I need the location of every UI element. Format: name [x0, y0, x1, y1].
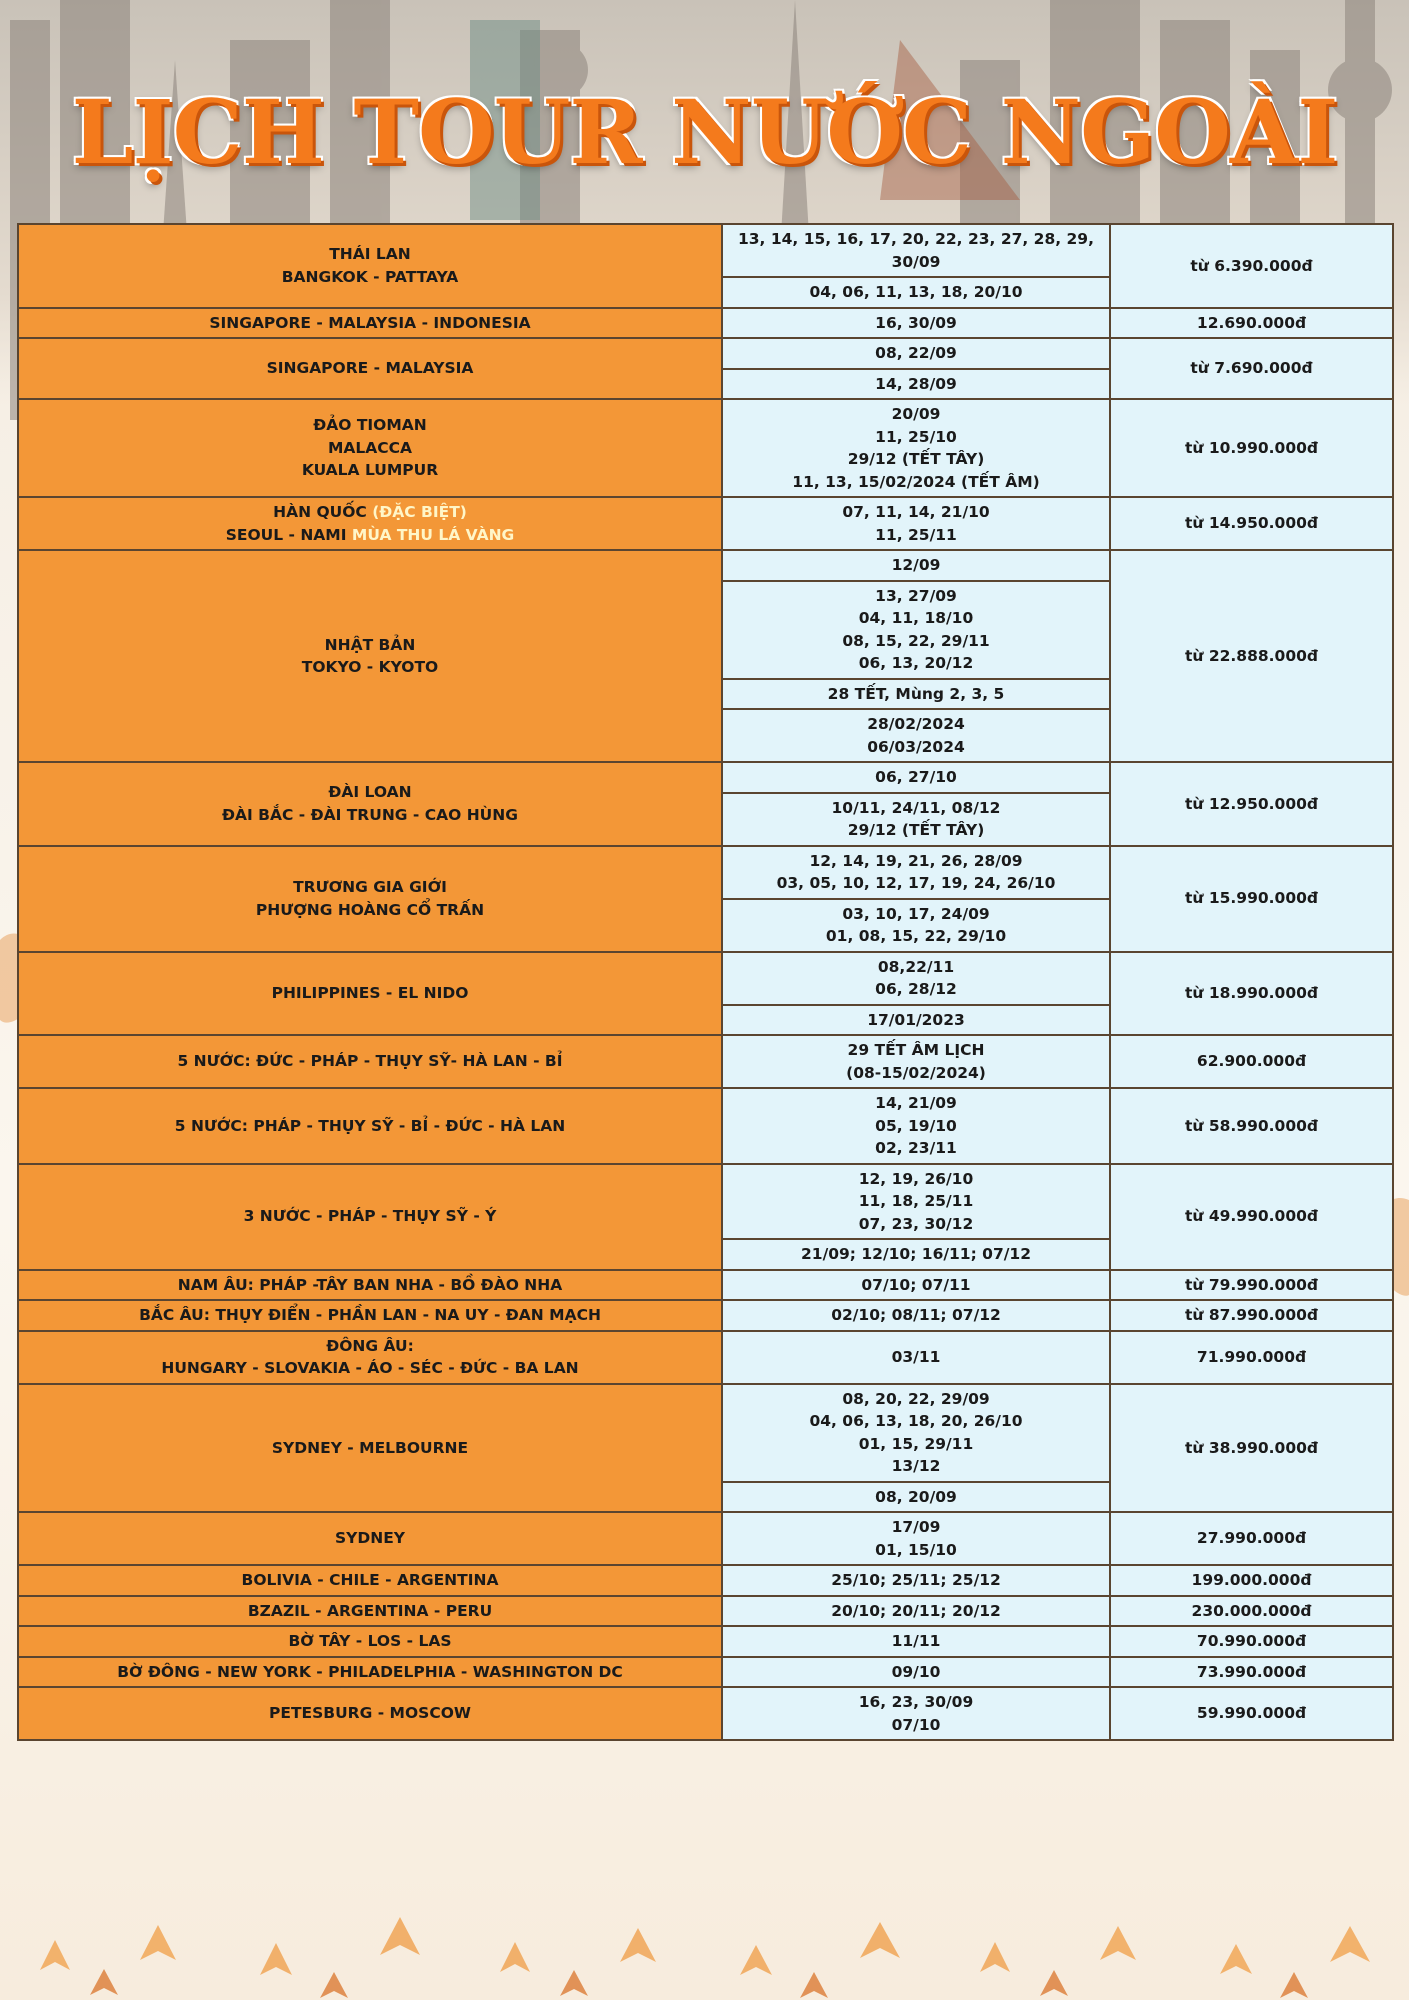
- tour-destination: [18, 1088, 722, 1164]
- tour-destination: [18, 224, 722, 308]
- departure-dates: [722, 550, 1110, 581]
- date-line: 12/09: [891, 556, 941, 574]
- destination-highlight: MÙA THU LÁ VÀNG: [351, 525, 515, 544]
- date-line: 07, 23, 30/12: [858, 1214, 974, 1233]
- tour-price: 230.000.000đ: [1110, 1596, 1393, 1627]
- destination-line: 5 NƯỚC: PHÁP - THỤY SỸ - BỈ - ĐỨC - HÀ LAN: [174, 1116, 566, 1135]
- tour-destination: [18, 1565, 722, 1596]
- tour-destination: [18, 1270, 722, 1301]
- tour-destination: [18, 338, 722, 399]
- tour-row: [18, 1164, 1393, 1240]
- tour-destination: [18, 550, 722, 762]
- departure-dates: [722, 224, 1110, 277]
- destination-text: SEOUL - NAMI: [225, 525, 352, 544]
- tour-price: 70.990.000đ: [1110, 1626, 1393, 1657]
- tour-price: 73.990.000đ: [1110, 1657, 1393, 1688]
- tour-price: 62.900.000đ: [1110, 1035, 1393, 1088]
- destination-line: [23, 524, 717, 547]
- tour-row: [18, 952, 1393, 1005]
- destination-line: 3 NƯỚC - PHÁP - THỤY SỸ - Ý: [243, 1207, 497, 1226]
- departure-dates: [722, 1482, 1110, 1513]
- destination-line: BỜ TÂY - LOS - LAS: [288, 1632, 452, 1650]
- tour-row: [18, 399, 1393, 497]
- date-line: 17/09: [891, 1518, 941, 1536]
- departure-dates: [722, 1687, 1110, 1740]
- departure-dates: [722, 1626, 1110, 1657]
- departure-dates: [722, 369, 1110, 400]
- tour-price: từ 6.390.000đ: [1110, 224, 1393, 308]
- tour-row: [18, 1687, 1393, 1740]
- date-line: 20/09: [891, 405, 941, 423]
- tour-row: [18, 550, 1393, 581]
- departure-dates: [722, 1300, 1110, 1331]
- destination-line: HUNGARY - SLOVAKIA - ÁO - SÉC - ĐỨC - BA LAN: [161, 1359, 579, 1377]
- date-line: 25/10; 25/11; 25/12: [831, 1571, 1001, 1589]
- tour-destination: [18, 1164, 722, 1270]
- date-line: 20/10; 20/11; 20/12: [831, 1601, 1001, 1620]
- tour-price: từ 49.990.000đ: [1110, 1164, 1393, 1270]
- departure-dates: [722, 338, 1110, 369]
- destination-line: SYDNEY: [334, 1529, 406, 1548]
- date-line: 29/12 (TẾT TÂY): [847, 450, 985, 468]
- tour-price: từ 87.990.000đ: [1110, 1300, 1393, 1331]
- destination-line: TOKYO - KYOTO: [301, 658, 439, 676]
- date-line: 07/10; 07/11: [861, 1275, 971, 1294]
- date-line: 28/02/2024: [867, 715, 965, 733]
- departure-dates: [722, 1596, 1110, 1627]
- tour-price: từ 79.990.000đ: [1110, 1270, 1393, 1301]
- tour-row: [18, 1565, 1393, 1596]
- tour-destination: [18, 1331, 722, 1384]
- destination-line: PHILIPPINES - EL NIDO: [271, 984, 469, 1002]
- tour-destination: [18, 846, 722, 952]
- departure-dates: [722, 793, 1110, 846]
- date-line: 29 TẾT ÂM LỊCH: [847, 1041, 985, 1059]
- tour-row: [18, 1384, 1393, 1482]
- tour-row: [18, 1331, 1393, 1384]
- tour-row: [18, 1088, 1393, 1164]
- destination-line: ĐẢO TIOMAN: [313, 416, 427, 435]
- date-line: 01, 08, 15, 22, 29/10: [825, 927, 1007, 945]
- date-line: 13, 14, 15, 16, 17, 20, 22, 23, 27, 28, 29, 30/09: [737, 230, 1094, 271]
- date-line: 05, 19/10: [875, 1116, 957, 1135]
- departure-dates: [722, 308, 1110, 339]
- destination-line: KUALA LUMPUR: [301, 461, 439, 480]
- tour-price: 27.990.000đ: [1110, 1512, 1393, 1565]
- date-line: 04, 06, 13, 18, 20, 26/10: [809, 1412, 1023, 1430]
- tour-row: [18, 224, 1393, 277]
- destination-line: PETESBURG - MOSCOW: [269, 1704, 471, 1723]
- date-line: 01, 15/10: [875, 1540, 957, 1559]
- date-line: 03, 05, 10, 12, 17, 19, 24, 26/10: [776, 874, 1056, 892]
- tour-destination: [18, 399, 722, 497]
- departure-dates: [722, 1035, 1110, 1088]
- date-line: 17/01/2023: [867, 1010, 965, 1029]
- departure-dates: [722, 581, 1110, 679]
- date-line: 06/03/2024: [867, 737, 965, 756]
- destination-line: ĐÀI BẮC - ĐÀI TRUNG - CAO HÙNG: [222, 805, 518, 824]
- tour-destination: [18, 762, 722, 846]
- tour-row: [18, 1596, 1393, 1627]
- date-line: 10/11, 24/11, 08/12: [831, 798, 1001, 817]
- departure-dates: [722, 1005, 1110, 1036]
- destination-line: NHẬT BẢN: [324, 635, 416, 654]
- destination-line: NAM ÂU: PHÁP -TÂY BAN NHA - BỒ ĐÀO NHA: [177, 1275, 563, 1294]
- date-line: 12, 19, 26/10: [858, 1169, 974, 1188]
- tour-price: từ 15.990.000đ: [1110, 846, 1393, 952]
- destination-line: [23, 501, 717, 524]
- tour-row: [18, 1657, 1393, 1688]
- tour-destination: [18, 1512, 722, 1565]
- destination-text: HÀN QUỐC: [273, 503, 373, 521]
- departure-dates: [722, 846, 1110, 899]
- tour-destination: [18, 1596, 722, 1627]
- tour-row: [18, 1512, 1393, 1565]
- date-line: 08,22/11: [877, 957, 955, 976]
- destination-line: BZAZIL - ARGENTINA - PERU: [247, 1601, 493, 1620]
- date-line: 21/09; 12/10; 16/11; 07/12: [801, 1245, 1031, 1263]
- date-line: 04, 11, 18/10: [858, 609, 974, 627]
- date-line: 14, 28/09: [875, 374, 957, 393]
- date-line: 08, 15, 22, 29/11: [842, 631, 990, 650]
- date-line: 02/10; 08/11; 07/12: [831, 1306, 1001, 1324]
- departure-dates: [722, 277, 1110, 308]
- date-line: 11, 25/11: [875, 525, 957, 544]
- date-line: 08, 20/09: [875, 1487, 957, 1506]
- date-line: 13/12: [891, 1457, 941, 1475]
- date-line: 28 TẾT, Mùng 2, 3, 5: [827, 684, 1005, 703]
- departure-dates: [722, 1331, 1110, 1384]
- tour-row: [18, 308, 1393, 339]
- date-line: 08, 20, 22, 29/09: [842, 1389, 990, 1408]
- tour-destination: [18, 952, 722, 1036]
- tour-price: 199.000.000đ: [1110, 1565, 1393, 1596]
- date-line: 29/12 (TẾT TÂY): [847, 821, 985, 839]
- tour-row: [18, 762, 1393, 793]
- departure-dates: [722, 762, 1110, 793]
- destination-line: BOLIVIA - CHILE - ARGENTINA: [241, 1571, 499, 1589]
- departure-dates: [722, 679, 1110, 710]
- tour-destination: [18, 1626, 722, 1657]
- date-line: 16, 30/09: [875, 313, 957, 332]
- destination-line: SYDNEY - MELBOURNE: [271, 1438, 469, 1457]
- tour-row: [18, 497, 1393, 550]
- departure-dates: [722, 399, 1110, 497]
- date-line: 03/11: [891, 1347, 941, 1366]
- destination-line: TRƯƠNG GIA GIỚI: [293, 878, 447, 896]
- tour-destination: [18, 1300, 722, 1331]
- tour-price: từ 7.690.000đ: [1110, 338, 1393, 399]
- tour-destination: [18, 1657, 722, 1688]
- destination-line: SINGAPORE - MALAYSIA: [266, 359, 474, 378]
- destination-line: BANGKOK - PATTAYA: [281, 267, 459, 286]
- date-line: 11/11: [891, 1632, 941, 1650]
- date-line: 14, 21/09: [875, 1094, 957, 1112]
- departure-dates: [722, 1270, 1110, 1301]
- departure-dates: [722, 497, 1110, 550]
- tour-row: [18, 1626, 1393, 1657]
- date-line: 04, 06, 11, 13, 18, 20/10: [809, 283, 1023, 301]
- tour-price: từ 10.990.000đ: [1110, 399, 1393, 497]
- date-line: 01, 15, 29/11: [858, 1434, 974, 1453]
- departure-dates: [722, 1239, 1110, 1270]
- departure-dates: [722, 709, 1110, 762]
- date-line: 16, 23, 30/09: [858, 1693, 974, 1711]
- tour-price: 71.990.000đ: [1110, 1331, 1393, 1384]
- date-line: 11, 13, 15/02/2024 (TẾT ÂM): [792, 472, 1040, 491]
- date-line: 06, 13, 20/12: [858, 654, 974, 672]
- tour-schedule-table: [17, 223, 1394, 1741]
- date-line: 06, 28/12: [875, 980, 957, 998]
- departure-dates: [722, 1088, 1110, 1164]
- tour-destination: [18, 1384, 722, 1513]
- destination-line: THÁI LAN: [329, 245, 411, 264]
- date-line: 09/10: [891, 1662, 941, 1681]
- date-line: (08-15/02/2024): [846, 1063, 986, 1082]
- departure-dates: [722, 1512, 1110, 1565]
- tour-price: từ 58.990.000đ: [1110, 1088, 1393, 1164]
- tour-destination: [18, 308, 722, 339]
- date-line: 08, 22/09: [875, 344, 957, 362]
- tour-row: [18, 846, 1393, 899]
- tour-price: từ 22.888.000đ: [1110, 550, 1393, 762]
- departure-dates: [722, 1657, 1110, 1688]
- tour-row: [18, 1300, 1393, 1331]
- date-line: 06, 27/10: [875, 768, 957, 786]
- tour-destination: [18, 1035, 722, 1088]
- date-line: 11, 18, 25/11: [858, 1192, 974, 1210]
- date-line: 12, 14, 19, 21, 26, 28/09: [809, 851, 1023, 870]
- departure-dates: [722, 899, 1110, 952]
- destination-highlight: (ĐẶC BIỆT): [372, 503, 467, 521]
- date-line: 03, 10, 17, 24/09: [842, 904, 990, 923]
- destination-line: 5 NƯỚC: ĐỨC - PHÁP - THỤY SỸ- HÀ LAN - BỈ: [177, 1052, 563, 1071]
- destination-line: SINGAPORE - MALAYSIA - INDONESIA: [209, 313, 531, 332]
- autumn-leaves-bottom-decoration: [0, 1880, 1409, 2000]
- destination-line: BẮC ÂU: THỤY ĐIỂN - PHẦN LAN - NA UY - ĐAN MẠCH: [139, 1306, 601, 1324]
- date-line: 11, 25/10: [875, 427, 957, 446]
- departure-dates: [722, 1384, 1110, 1482]
- tour-destination: [18, 1687, 722, 1740]
- tour-price: từ 38.990.000đ: [1110, 1384, 1393, 1513]
- destination-line: PHƯỢNG HOÀNG CỔ TRẤN: [255, 900, 485, 919]
- tour-row: [18, 1270, 1393, 1301]
- departure-dates: [722, 1565, 1110, 1596]
- destination-line: MALACCA: [327, 438, 413, 457]
- departure-dates: [722, 1164, 1110, 1240]
- tour-price: 12.690.000đ: [1110, 308, 1393, 339]
- tour-price: từ 18.990.000đ: [1110, 952, 1393, 1036]
- date-line: 07/10: [891, 1715, 941, 1734]
- tour-destination: [18, 497, 722, 550]
- tour-price: 59.990.000đ: [1110, 1687, 1393, 1740]
- tour-price: từ 14.950.000đ: [1110, 497, 1393, 550]
- destination-line: BỜ ĐÔNG - NEW YORK - PHILADELPHIA - WASHINGTON DC: [117, 1662, 623, 1681]
- tour-price: từ 12.950.000đ: [1110, 762, 1393, 846]
- tour-row: [18, 1035, 1393, 1088]
- page-title: LỊCH TOUR NƯỚC NGOÀI: [71, 80, 1338, 184]
- date-line: 07, 11, 14, 21/10: [842, 503, 990, 521]
- destination-line: ĐÔNG ÂU:: [326, 1336, 414, 1355]
- date-line: 13, 27/09: [875, 586, 957, 605]
- date-line: 02, 23/11: [875, 1139, 957, 1157]
- departure-dates: [722, 952, 1110, 1005]
- destination-line: ĐÀI LOAN: [328, 783, 412, 802]
- tour-row: [18, 338, 1393, 369]
